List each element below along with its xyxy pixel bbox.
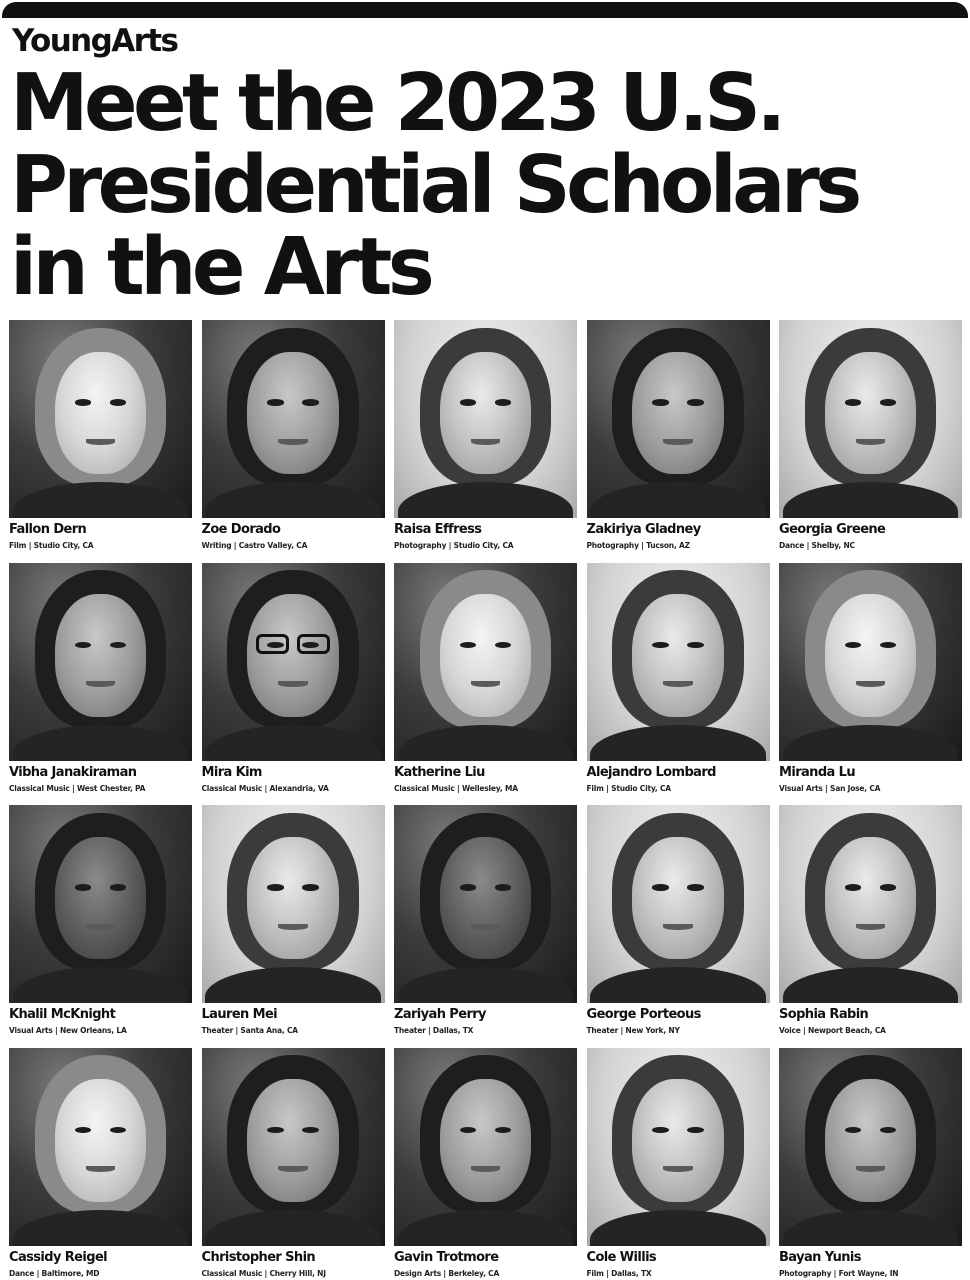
scholar-portrait <box>202 563 385 761</box>
scholar-portrait <box>394 805 577 1003</box>
scholar-card <box>779 1048 962 1280</box>
scholar-card <box>9 805 192 1047</box>
scholar-name: Vibha Janakiraman <box>9 764 137 780</box>
scholar-portrait <box>9 1048 192 1246</box>
scholar-discipline-location: Photography | Tucson, AZ <box>586 541 690 550</box>
scholar-discipline-location: Film | Dallas, TX <box>586 1268 652 1278</box>
title-line-3: in the Arts <box>10 221 431 313</box>
scholar-portrait <box>9 563 192 761</box>
scholar-name: Katherine Liu <box>394 764 485 780</box>
scholar-portrait <box>779 320 962 518</box>
scholar-discipline-location: Film | Studio City, CA <box>9 541 94 550</box>
scholar-name: Cole Willis <box>586 1249 657 1265</box>
scholar-card <box>587 805 770 1047</box>
scholar-name: Gavin Trotmore <box>394 1249 499 1265</box>
scholar-discipline-location: Photography | Fort Wayne, IN <box>779 1268 899 1278</box>
scholar-name: Miranda Lu <box>779 764 855 780</box>
scholar-card <box>202 805 385 1047</box>
scholar-portrait <box>394 1048 577 1246</box>
top-banner-bar <box>2 2 968 18</box>
scholar-card <box>587 563 770 805</box>
scholar-name: Alejandro Lombard <box>586 764 716 780</box>
scholar-portrait <box>587 563 770 761</box>
scholar-portrait <box>394 320 577 518</box>
scholar-discipline-location: Voice | Newport Beach, CA <box>779 1026 886 1035</box>
scholar-discipline-location: Photography | Studio City, CA <box>394 541 514 550</box>
youngarts-logo: YoungArts <box>12 23 178 59</box>
scholar-card <box>9 1048 192 1280</box>
scholar-card <box>779 805 962 1047</box>
scholar-name: George Porteous <box>586 1007 701 1022</box>
scholar-card <box>202 320 385 562</box>
scholar-name: Fallon Dern <box>9 522 87 537</box>
scholar-portrait <box>394 563 577 761</box>
scholar-portrait <box>779 563 962 761</box>
scholar-discipline-location: Dance | Baltimore, MD <box>9 1268 100 1278</box>
scholar-discipline-location: Classical Music | Wellesley, MA <box>394 783 518 793</box>
scholar-card <box>587 1048 770 1280</box>
scholar-card <box>202 563 385 805</box>
scholar-discipline-location: Dance | Shelby, NC <box>779 541 855 550</box>
scholar-portrait <box>202 805 385 1003</box>
scholar-card <box>9 320 192 562</box>
scholar-card <box>779 320 962 562</box>
scholar-discipline-location: Classical Music | Alexandria, VA <box>201 783 329 793</box>
scholar-card <box>394 1048 577 1280</box>
scholar-name: Lauren Mei <box>201 1007 278 1022</box>
scholar-name: Khalil McKnight <box>9 1007 116 1022</box>
scholar-discipline-location: Theater | Santa Ana, CA <box>201 1026 298 1035</box>
scholar-portrait <box>202 320 385 518</box>
scholar-discipline-location: Writing | Castro Valley, CA <box>201 541 308 550</box>
scholar-discipline-location: Classical Music | Cherry Hill, NJ <box>201 1268 326 1278</box>
scholar-name: Raisa Effress <box>394 522 482 537</box>
scholar-card <box>587 320 770 562</box>
scholar-discipline-location: Theater | Dallas, TX <box>394 1026 474 1035</box>
scholar-portrait <box>587 1048 770 1246</box>
scholar-portrait <box>9 805 192 1003</box>
scholar-portrait <box>587 320 770 518</box>
scholar-card <box>394 563 577 805</box>
scholar-discipline-location: Visual Arts | New Orleans, LA <box>9 1026 127 1035</box>
scholar-name: Christopher Shin <box>201 1249 316 1265</box>
scholar-name: Sophia Rabin <box>779 1007 869 1022</box>
scholar-discipline-location: Theater | New York, NY <box>586 1026 680 1035</box>
scholar-card <box>394 320 577 562</box>
scholar-portrait <box>779 1048 962 1246</box>
scholar-portrait <box>587 805 770 1003</box>
scholar-discipline-location: Film | Studio City, CA <box>586 783 671 793</box>
scholar-name: Zariyah Perry <box>394 1007 486 1022</box>
scholar-name: Georgia Greene <box>779 522 886 537</box>
scholar-discipline-location: Design Arts | Berkeley, CA <box>394 1268 500 1278</box>
scholar-card <box>779 563 962 805</box>
scholar-name: Mira Kim <box>201 764 262 780</box>
scholar-name: Bayan Yunis <box>779 1249 861 1265</box>
scholar-portrait <box>779 805 962 1003</box>
scholar-name: Zoe Dorado <box>201 522 281 537</box>
scholars-grid <box>9 320 961 1280</box>
scholar-portrait <box>9 320 192 518</box>
scholar-discipline-location: Visual Arts | San Jose, CA <box>779 783 881 793</box>
scholar-discipline-location: Classical Music | West Chester, PA <box>9 783 146 793</box>
title-line-1: Meet the 2023 U.S. <box>10 57 782 149</box>
scholar-portrait <box>202 1048 385 1246</box>
scholar-card <box>394 805 577 1047</box>
scholar-card <box>202 1048 385 1280</box>
page-title <box>10 57 970 313</box>
title-line-2: Presidential Scholars <box>10 139 858 231</box>
scholar-name: Zakiriya Gladney <box>586 522 701 537</box>
scholar-name: Cassidy Reigel <box>9 1249 108 1265</box>
scholar-card <box>9 563 192 805</box>
